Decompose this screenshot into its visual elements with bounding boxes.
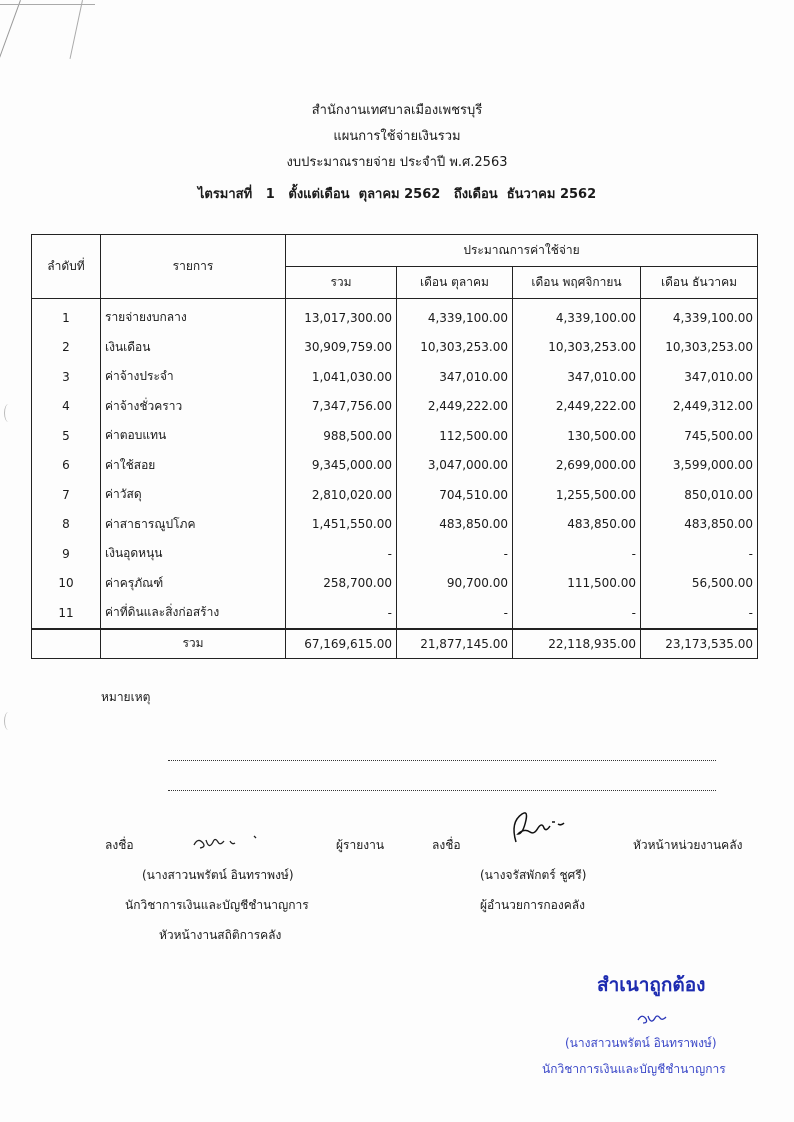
left-sign-subposition: หัวหน้างานสถิติการคลัง [159, 928, 282, 942]
row-item: เงินเดือน [101, 333, 286, 363]
row-nov: - [513, 598, 641, 629]
table-row [32, 510, 758, 540]
row-dec: - [641, 598, 758, 629]
row-no: 8 [32, 510, 101, 540]
row-oct: 3,047,000.00 [397, 451, 513, 481]
note-label: หมายเหตุ [101, 690, 151, 704]
row-nov: 4,339,100.00 [513, 299, 641, 333]
right-sign-role: หัวหน้าหน่วยงานคลัง [633, 838, 743, 852]
row-dec: 850,010.00 [641, 480, 758, 510]
total-dec: 23,173,535.00 [641, 629, 758, 659]
row-oct: - [397, 539, 513, 569]
left-sign-name: (นางสาวนพรัตน์ อินทราพงษ์) [142, 868, 294, 882]
row-dec: 56,500.00 [641, 569, 758, 599]
total-sum: 67,169,615.00 [286, 629, 397, 659]
row-item: ค่าตอบแทน [101, 421, 286, 451]
right-sign-position: ผู้อำนวยการกองคลัง [480, 898, 585, 912]
stamp-name: (นางสาวนพรัตน์ อินทราพงษ์) [565, 1036, 717, 1050]
row-no: 2 [32, 333, 101, 363]
row-total: 2,810,020.00 [286, 480, 397, 510]
table-row [32, 539, 758, 569]
row-nov: 2,699,000.00 [513, 451, 641, 481]
left-sign-role: ผู้รายงาน [336, 838, 385, 852]
row-no: 11 [32, 598, 101, 629]
row-oct: 112,500.00 [397, 421, 513, 451]
row-oct: 347,010.00 [397, 362, 513, 392]
row-no: 3 [32, 362, 101, 392]
row-oct: 4,339,100.00 [397, 299, 513, 333]
row-item: รายจ่ายงบกลาง [101, 299, 286, 333]
total-blank [32, 629, 101, 659]
table-row [32, 451, 758, 481]
table-row [32, 421, 758, 451]
row-dec: 10,303,253.00 [641, 333, 758, 363]
row-item: ค่าใช้สอย [101, 451, 286, 481]
row-nov: 347,010.00 [513, 362, 641, 392]
table-row [32, 392, 758, 422]
row-total: 13,017,300.00 [286, 299, 397, 333]
row-item: ค่าจ้างประจำ [101, 362, 286, 392]
row-dec: 4,339,100.00 [641, 299, 758, 333]
total-nov: 22,118,935.00 [513, 629, 641, 659]
table-row [32, 299, 758, 333]
row-no: 7 [32, 480, 101, 510]
row-no: 1 [32, 299, 101, 333]
left-sign-prefix: ลงชื่อ [105, 838, 134, 852]
row-total: 258,700.00 [286, 569, 397, 599]
total-label: รวม [101, 629, 286, 659]
right-signature-mark [508, 808, 568, 846]
row-nov: 1,255,500.00 [513, 480, 641, 510]
row-oct: 704,510.00 [397, 480, 513, 510]
table-row [32, 569, 758, 599]
row-no: 9 [32, 539, 101, 569]
row-oct: 10,303,253.00 [397, 333, 513, 363]
left-sign-position: นักวิชาการเงินและบัญชีชำนาญการ [125, 898, 309, 912]
punch-hole-mark [4, 404, 13, 422]
row-dec: 745,500.00 [641, 421, 758, 451]
scan-artifact [0, 4, 95, 5]
row-total: 7,347,756.00 [286, 392, 397, 422]
right-sign-name: (นางจรัสพักตร์ ชูศรี) [480, 868, 587, 882]
punch-hole-mark [4, 712, 13, 730]
row-item: ค่าวัสดุ [101, 480, 286, 510]
header-no: ลำดับที่ [32, 235, 101, 299]
header-dec: เดือน ธันวาคม [641, 267, 758, 299]
row-total: 1,041,030.00 [286, 362, 397, 392]
row-total: - [286, 539, 397, 569]
note-dotted-line [168, 789, 716, 791]
table-row [32, 480, 758, 510]
row-oct: - [397, 598, 513, 629]
right-sign-prefix: ลงชื่อ [432, 838, 461, 852]
row-total: 30,909,759.00 [286, 333, 397, 363]
header-nov: เดือน พฤศจิกายน [513, 267, 641, 299]
row-nov: 111,500.00 [513, 569, 641, 599]
row-total: - [286, 598, 397, 629]
row-nov: 130,500.00 [513, 421, 641, 451]
row-dec: 347,010.00 [641, 362, 758, 392]
header-oct: เดือน ตุลาคม [397, 267, 513, 299]
document-title: แผนการใช้จ่ายเงินรวม [333, 129, 461, 144]
table-row [32, 362, 758, 392]
quarter-range: ไตรมาสที่ 1 ตั้งแต่เดือน ตุลาคม 2562 ถึงเดือน ธันวาคม 2562 [197, 187, 597, 202]
row-item: ค่าจ้างชั่วคราว [101, 392, 286, 422]
row-nov: 483,850.00 [513, 510, 641, 540]
row-no: 5 [32, 421, 101, 451]
row-no: 6 [32, 451, 101, 481]
row-dec: - [641, 539, 758, 569]
header-item: รายการ [101, 235, 286, 299]
stamp-signature-mark [636, 1010, 696, 1030]
row-total: 988,500.00 [286, 421, 397, 451]
scan-artifact [70, 0, 83, 59]
row-nov: - [513, 539, 641, 569]
row-total: 9,345,000.00 [286, 451, 397, 481]
left-signature-mark [192, 832, 272, 854]
budget-year: งบประมาณรายจ่าย ประจำปี พ.ศ.2563 [286, 155, 508, 170]
scan-artifact [0, 0, 21, 113]
row-item: เงินอุดหนุน [101, 539, 286, 569]
org-name: สำนักงานเทศบาลเมืองเพชรบุรี [311, 103, 483, 118]
total-row [32, 629, 758, 659]
total-oct: 21,877,145.00 [397, 629, 513, 659]
table-row [32, 333, 758, 363]
row-dec: 483,850.00 [641, 510, 758, 540]
row-total: 1,451,550.00 [286, 510, 397, 540]
row-nov: 2,449,222.00 [513, 392, 641, 422]
row-nov: 10,303,253.00 [513, 333, 641, 363]
row-no: 10 [32, 569, 101, 599]
stamp-position: นักวิชาการเงินและบัญชีชำนาญการ [542, 1062, 726, 1076]
note-dotted-line [168, 759, 716, 761]
budget-table [31, 234, 758, 659]
header-group: ประมาณการค่าใช้จ่าย [286, 235, 758, 267]
row-no: 4 [32, 392, 101, 422]
row-item: ค่าสาธารณูปโภค [101, 510, 286, 540]
row-item: ค่าที่ดินและสิ่งก่อสร้าง [101, 598, 286, 629]
row-oct: 483,850.00 [397, 510, 513, 540]
row-item: ค่าครุภัณฑ์ [101, 569, 286, 599]
header-total: รวม [286, 267, 397, 299]
table-row [32, 598, 758, 629]
certified-copy-stamp: สำเนาถูกต้อง [597, 974, 706, 996]
row-dec: 2,449,312.00 [641, 392, 758, 422]
row-oct: 90,700.00 [397, 569, 513, 599]
row-oct: 2,449,222.00 [397, 392, 513, 422]
row-dec: 3,599,000.00 [641, 451, 758, 481]
